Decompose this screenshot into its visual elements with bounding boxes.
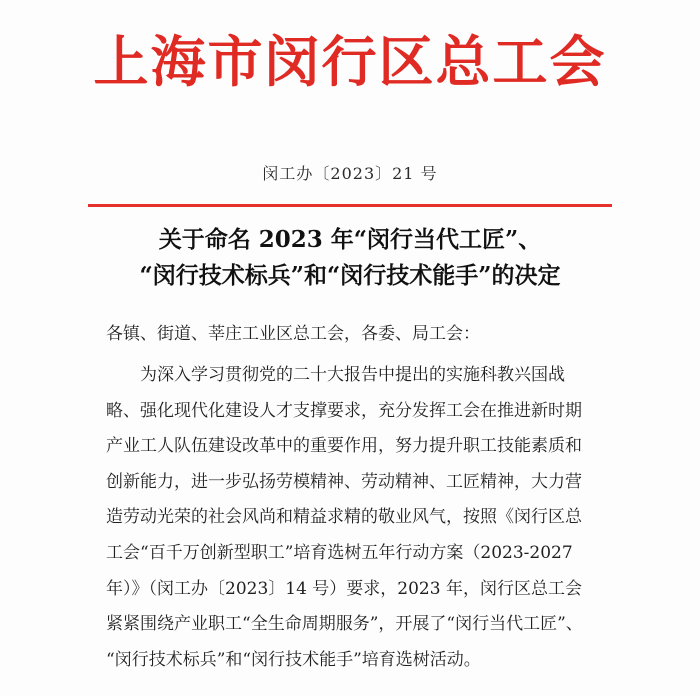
- body-line: 略、强化现代化建设人才支撑要求，充分发挥工会在推进新时期: [106, 400, 582, 421]
- document-number: 闵工办〔2023〕21 号: [262, 164, 438, 183]
- body-paragraph: [106, 358, 646, 678]
- body-line: 紧紧围绕产业职工“全生命周期服务”，开展了“闵行当代工匠”、: [106, 614, 583, 635]
- document-title: [0, 222, 700, 294]
- organization-header: 上海市闵行区总工会: [93, 29, 607, 94]
- body-line: 年）》（闵工办〔2023〕14 号）要求，2023 年，闵行区总工会: [106, 578, 582, 599]
- salutation: 各镇、街道、莘庄工业区总工会，各委、局工会：: [106, 324, 480, 344]
- body-line: 产业工人队伍建设改革中的重要作用，努力提升职工技能素质和: [106, 436, 582, 457]
- body-line: “闵行技术标兵”和“闵行技术能手”培育选树活动。: [106, 649, 481, 670]
- document-title-line-2: “闵行技术标兵”和“闵行技术能手”的决定: [139, 262, 561, 289]
- body-line: 造劳动光荣的社会风尚和精益求精的敬业风气，按照《闵行区总: [106, 507, 582, 528]
- body-line: 工会“百千万创新型职工”培育选树五年行动方案（2023-2027: [106, 542, 573, 563]
- red-divider-line: [88, 204, 612, 207]
- body-line: 创新能力，进一步弘扬劳模精神、劳动精神、工匠精神，大力营: [106, 471, 582, 492]
- body-line: 为深入学习贯彻党的二十大报告中提出的实施科教兴国战: [140, 365, 565, 385]
- document-title-line-1: 关于命名 2023 年“闵行当代工匠”、: [158, 226, 542, 253]
